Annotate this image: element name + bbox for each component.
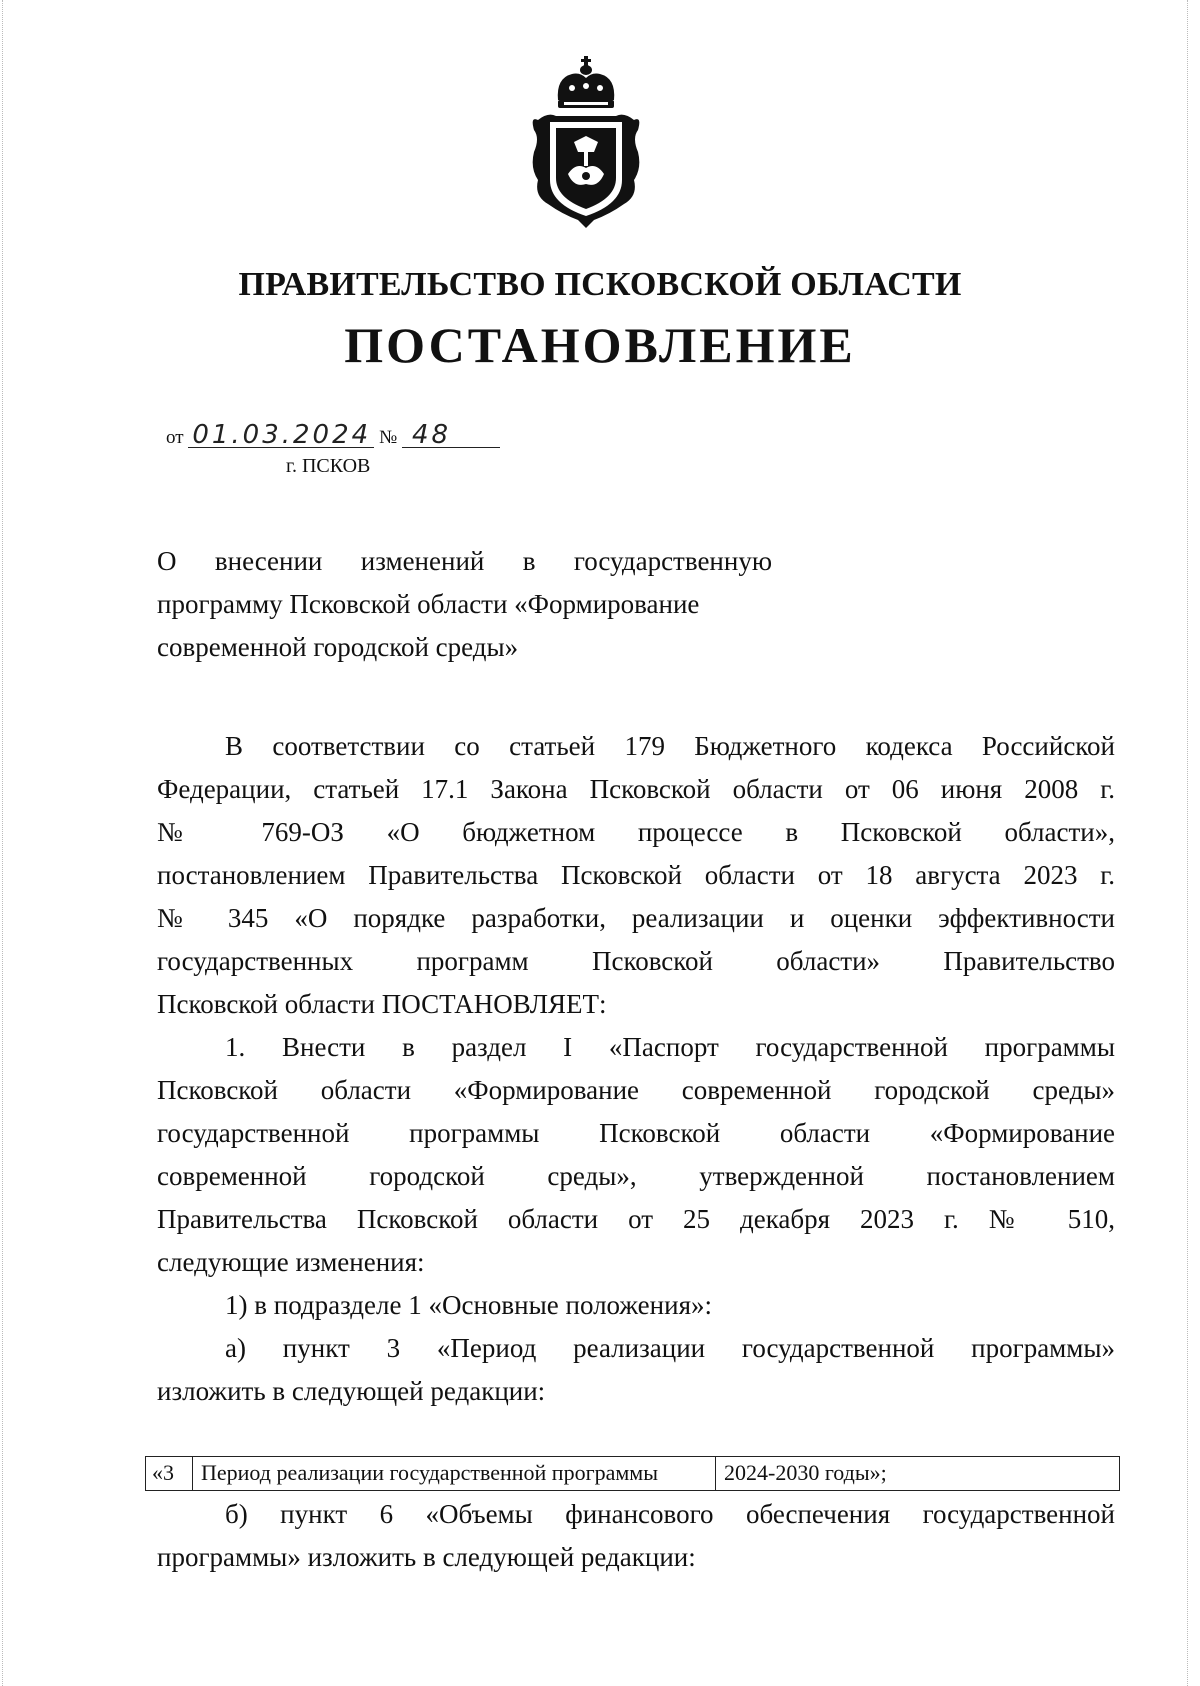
preamble-line: Федерации, статьей 17.1 Закона Псковской области от 06 июня 2008 г.	[157, 774, 1115, 804]
sub-b-block	[157, 1493, 1115, 1579]
document-body	[157, 725, 1115, 1413]
scan-edge-left	[2, 0, 7, 1686]
subject-line: современной городской среды»	[157, 632, 519, 662]
table-cell-name: Период реализации государственной программы	[193, 1457, 716, 1490]
program-period-table-row	[145, 1456, 1120, 1491]
table-cell-value: 2024-2030 годы»;	[724, 1460, 887, 1485]
preamble-line: № 769-ОЗ «О бюджетном процессе в Псковской области»,	[157, 817, 1115, 847]
subject-line: О внесении изменений в государственную	[157, 546, 772, 576]
subject-line: программу Псковской области «Формирование	[157, 589, 700, 619]
preamble-line: В соответствии со статьей 179 Бюджетного кодекса Российской	[225, 731, 1115, 761]
item1-line: государственной программы Псковской области «Формирование	[157, 1118, 1115, 1148]
date-number-line	[166, 420, 500, 450]
item1-line: следующие изменения:	[157, 1247, 425, 1277]
document-subject	[157, 540, 772, 669]
document-date: 01.03.2024	[188, 423, 374, 448]
table-cell-number: «3	[146, 1457, 193, 1490]
date-from-label: от	[166, 427, 184, 448]
sub-a-line: а) пункт 3 «Период реализации государственной программы»	[225, 1333, 1115, 1363]
preamble-line: Псковской области ПОСТАНОВЛЯЕТ:	[157, 989, 607, 1019]
document-type-title: ПОСТАНОВЛЕНИЕ	[344, 317, 856, 373]
preamble-line: государственных программ Псковской области» Правительство	[157, 946, 1115, 976]
number-label: №	[379, 427, 398, 448]
scan-edge-right	[1183, 0, 1188, 1686]
sub-b-line: б) пункт 6 «Объемы финансового обеспечения государственной	[225, 1499, 1115, 1529]
preamble-line: № 345 «О порядке разработки, реализации и оценки эффективности	[157, 903, 1115, 933]
sub-b-line: программы» изложить в следующей редакции:	[157, 1542, 696, 1572]
document-number: 48	[402, 423, 500, 448]
item1-line: 1. Внести в раздел I «Паспорт государственной программы	[225, 1032, 1115, 1062]
pskov-oblast-coat-of-arms-icon	[528, 56, 644, 232]
organization-title: ПРАВИТЕЛЬСТВО ПСКОВСКОЙ ОБЛАСТИ	[238, 266, 962, 303]
item1-line: Правительства Псковской области от 25 декабря 2023 г. № 510,	[157, 1204, 1115, 1234]
preamble-line: постановлением Правительства Псковской области от 18 августа 2023 г.	[157, 860, 1115, 890]
item1-line: Псковской области «Формирование современной городской среды»	[157, 1075, 1115, 1105]
city-label: г. ПСКОВ	[286, 455, 371, 477]
sub-a-line: изложить в следующей редакции:	[157, 1376, 546, 1406]
item1-line: современной городской среды», утвержденной постановлением	[157, 1161, 1115, 1191]
subsection-1-line: 1) в подразделе 1 «Основные положения»:	[225, 1290, 712, 1320]
